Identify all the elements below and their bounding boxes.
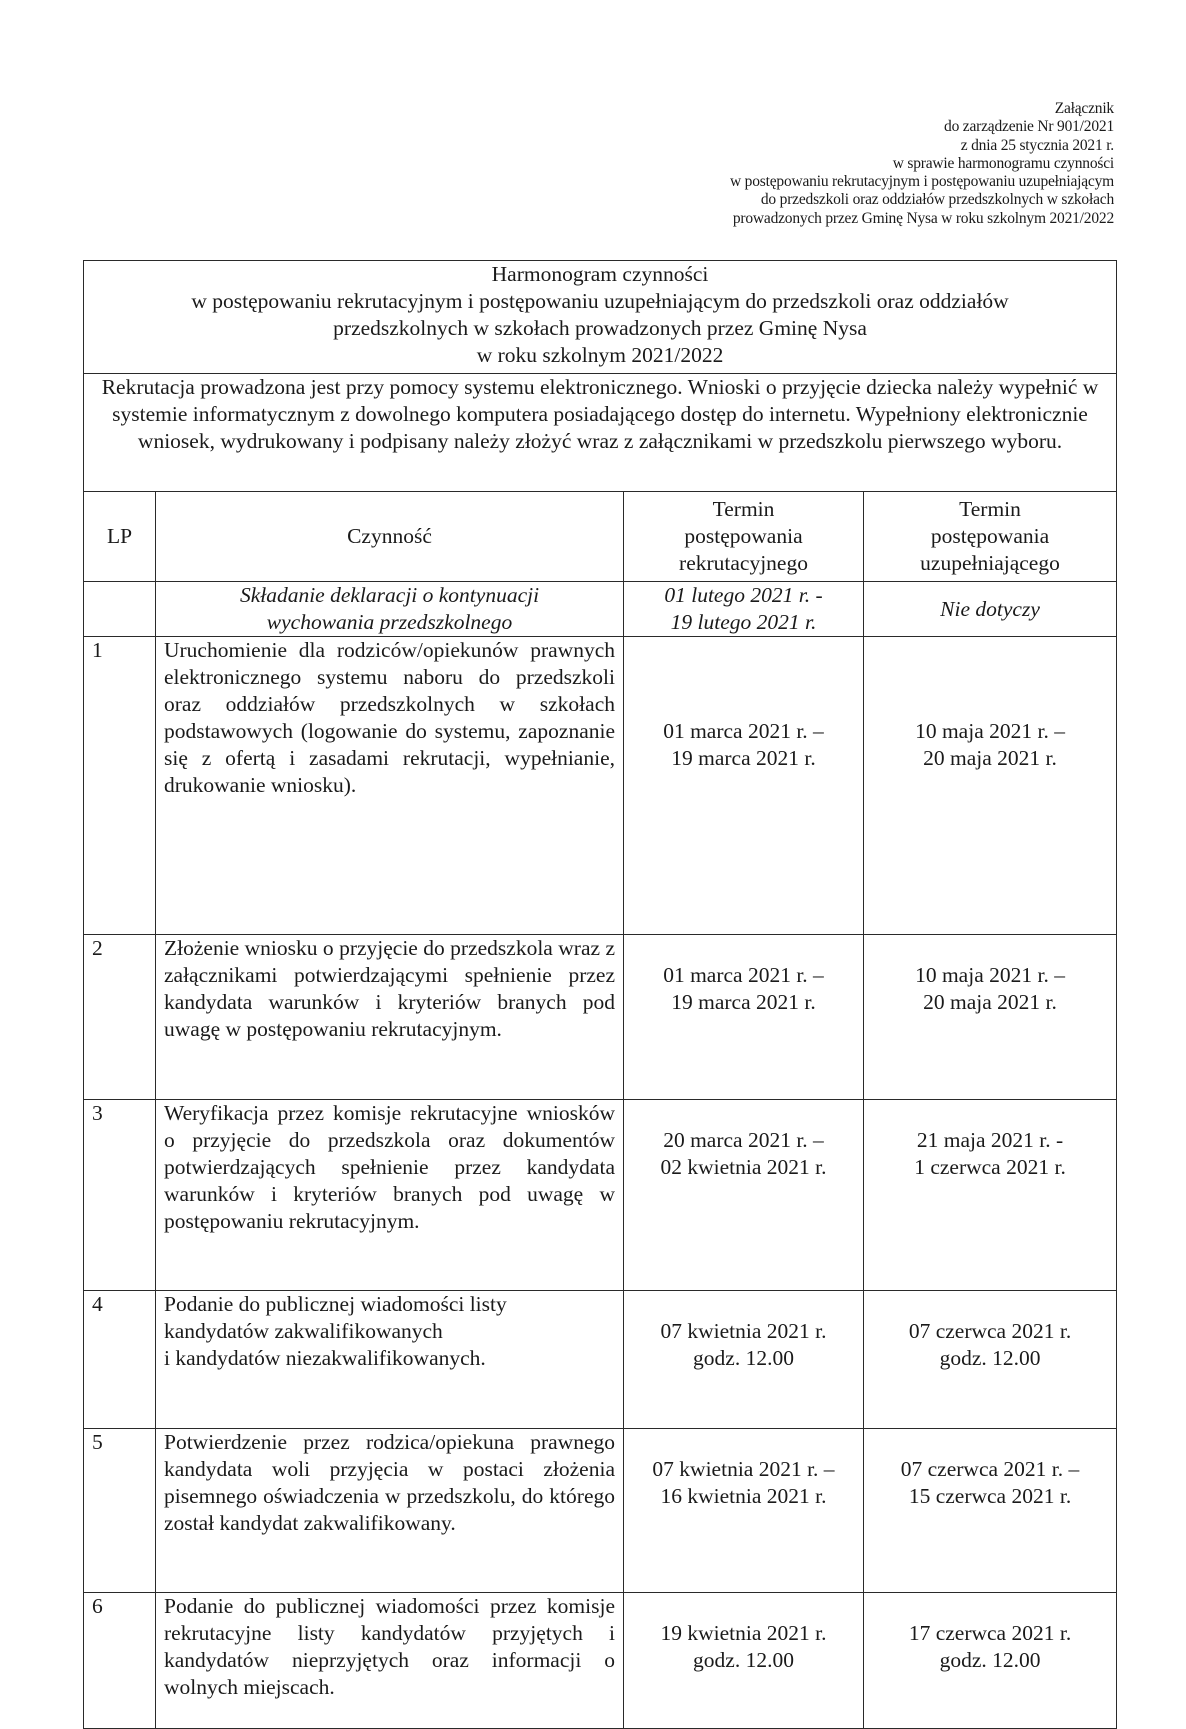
- row-recruitment-date: [624, 1429, 864, 1593]
- schedule-table: [83, 260, 1117, 1729]
- row-activity: Podanie do publicznej wiadomości przez komisje rekrutacyjne listy kandydatów przyjętych i kandydatów nieprzyjętych oraz informacji o wolnych miejscach.: [156, 1593, 624, 1729]
- row-lp: 3: [84, 1100, 156, 1291]
- document-title: [84, 261, 1117, 374]
- activity-line: kandydatów zakwalifikowanych: [164, 1319, 443, 1343]
- row-activity: [156, 1291, 624, 1429]
- annex-header: [730, 100, 1114, 228]
- info-row: [84, 374, 1117, 492]
- title-line: w roku szkolnym 2021/2022: [476, 343, 724, 367]
- date-line: 07 kwietnia 2021 r. –: [652, 1457, 835, 1481]
- table-row: [84, 1429, 1117, 1593]
- header-lp: LP: [84, 492, 156, 582]
- header-line: rekrutacyjnego: [679, 551, 808, 575]
- date-line: 10 maja 2021 r. –: [915, 963, 1065, 987]
- date-line: 19 lutego 2021 r.: [670, 610, 817, 634]
- row-supplementary-date: [864, 1291, 1117, 1429]
- date-line: 20 maja 2021 r.: [923, 990, 1057, 1014]
- row-supplementary-date: [864, 637, 1117, 935]
- annex-line: Załącznik: [1054, 100, 1114, 117]
- row-activity: [156, 582, 624, 637]
- annex-line: w postępowaniu rekrutacyjnym i postępowaniu uzupełniającym: [730, 173, 1114, 191]
- row-lp: 6: [84, 1593, 156, 1729]
- table-row: [84, 637, 1117, 935]
- row-recruitment-date: [624, 582, 864, 637]
- date-line: godz. 12.00: [939, 1648, 1041, 1672]
- declaration-row: [84, 582, 1117, 637]
- row-supplementary-date: [864, 1429, 1117, 1593]
- row-recruitment-date: [624, 935, 864, 1100]
- date-line: 07 czerwca 2021 r. –: [900, 1457, 1080, 1481]
- row-recruitment-date: [624, 637, 864, 935]
- header-supplementary: [864, 492, 1117, 582]
- date-line: godz. 12.00: [939, 1346, 1041, 1370]
- info-text: Rekrutacja prowadzona jest przy pomocy systemu elektronicznego. Wnioski o przyjęcie dziecka należy wypełnić w systemie informatycznym z dowolnego komputera posiadającego dostęp do internetu. Wypełniony elektronicznie wniosek, wydrukowany i podpisany należy złożyć wraz z załącznikami w przedszkolu pierwszego wyboru.: [84, 374, 1117, 492]
- title-line: Harmonogram czynności: [491, 262, 709, 286]
- title-line: w postępowaniu rekrutacyjnym i postępowaniu uzupełniającym do przedszkoli oraz oddziałów: [191, 289, 1009, 313]
- row-recruitment-date: [624, 1593, 864, 1729]
- row-lp: [84, 582, 156, 637]
- row-recruitment-date: [624, 1100, 864, 1291]
- row-activity: Uruchomienie dla rodziców/opiekunów prawnych elektronicznego systemu naboru do przedszkoli oraz oddziałów przedszkolnych w szkołach podstawowych (logowanie do systemu, zapoznanie się z ofertą i zasadami rekrutacji, wypełnianie, drukowanie wniosku).: [156, 637, 624, 935]
- date-line: godz. 12.00: [693, 1346, 794, 1370]
- row-activity: Potwierdzenie przez rodzica/opiekuna prawnego kandydata woli przyjęcia w postaci złożenia pisemnego oświadczenia w przedszkolu, do którego został kandydat zakwalifikowany.: [156, 1429, 624, 1593]
- row-activity: Weryfikacja przez komisje rekrutacyjne wniosków o przyjęcie do przedszkola oraz dokumentów potwierdzających spełnienie przez kandydata warunków i kryteriów branych pod uwagę w postępowaniu rekrutacyjnym.: [156, 1100, 624, 1291]
- header-line: uzupełniającego: [920, 551, 1060, 575]
- table-row: [84, 935, 1117, 1100]
- row-supplementary-date: [864, 1100, 1117, 1291]
- annex-line: do przedszkoli oraz oddziałów przedszkolnych w szkołach: [760, 191, 1114, 209]
- header-line: Termin: [712, 497, 775, 521]
- date-line: 17 czerwca 2021 r.: [908, 1621, 1072, 1645]
- date-line: 01 marca 2021 r. –: [663, 963, 824, 987]
- date-line: Nie dotyczy: [940, 596, 1040, 621]
- date-line: 21 maja 2021 r. -: [916, 1128, 1064, 1152]
- table-row: [84, 1291, 1117, 1429]
- date-line: 15 czerwca 2021 r.: [908, 1484, 1072, 1508]
- date-line: 02 kwietnia 2021 r.: [660, 1155, 827, 1179]
- activity-line: Podanie do publicznej wiadomości listy: [164, 1292, 507, 1316]
- date-line: 19 kwietnia 2021 r.: [660, 1621, 827, 1645]
- header-recruitment: [624, 492, 864, 582]
- date-line: 20 marca 2021 r. –: [663, 1128, 824, 1152]
- annex-line: do zarządzenie Nr 901/2021: [944, 118, 1114, 136]
- header-row: [84, 492, 1117, 582]
- date-line: 07 kwietnia 2021 r.: [660, 1319, 827, 1343]
- activity-line: Składanie deklaracji o kontynuacji: [239, 583, 540, 607]
- table-row: [84, 1100, 1117, 1291]
- annex-line: prowadzonych przez Gminę Nysa w roku szkolnym 2021/2022: [732, 209, 1114, 227]
- row-lp: 4: [84, 1291, 156, 1429]
- date-line: 19 marca 2021 r.: [671, 990, 816, 1014]
- date-line: 01 lutego 2021 r. -: [664, 583, 823, 607]
- date-line: 10 maja 2021 r. –: [915, 719, 1065, 743]
- title-line: przedszkolnych w szkołach prowadzonych przez Gminę Nysa: [333, 316, 867, 340]
- row-supplementary-date: [864, 935, 1117, 1100]
- row-supplementary-date: [864, 582, 1117, 637]
- row-activity: Złożenie wniosku o przyjęcie do przedszkola wraz z załącznikami potwierdzającymi spełnienie przez kandydata warunków i kryteriów branych pod uwagę w postępowaniu rekrutacyjnym.: [156, 935, 624, 1100]
- annex-line: w sprawie harmonogramu czynności: [892, 154, 1114, 172]
- date-line: 07 czerwca 2021 r.: [908, 1319, 1072, 1343]
- date-line: godz. 12.00: [693, 1648, 794, 1672]
- title-row: [84, 261, 1117, 374]
- date-line: 01 marca 2021 r. –: [663, 719, 824, 743]
- header-line: Termin: [959, 497, 1021, 521]
- header-line: postępowania: [684, 524, 803, 548]
- date-line: 19 marca 2021 r.: [671, 746, 816, 770]
- row-lp: 1: [84, 637, 156, 935]
- row-lp: 2: [84, 935, 156, 1100]
- row-supplementary-date: [864, 1593, 1117, 1729]
- date-line: 20 maja 2021 r.: [923, 746, 1057, 770]
- annex-line: z dnia 25 stycznia 2021 r.: [960, 136, 1114, 154]
- table-row: [84, 1593, 1117, 1729]
- row-lp: 5: [84, 1429, 156, 1593]
- activity-line: i kandydatów niezakwalifikowanych.: [164, 1346, 486, 1370]
- header-line: postępowania: [930, 524, 1050, 548]
- activity-line: wychowania przedszkolnego: [266, 610, 513, 634]
- header-activity: Czynność: [156, 492, 624, 582]
- date-line: 16 kwietnia 2021 r.: [660, 1484, 827, 1508]
- date-line: 1 czerwca 2021 r.: [914, 1155, 1066, 1179]
- row-recruitment-date: [624, 1291, 864, 1429]
